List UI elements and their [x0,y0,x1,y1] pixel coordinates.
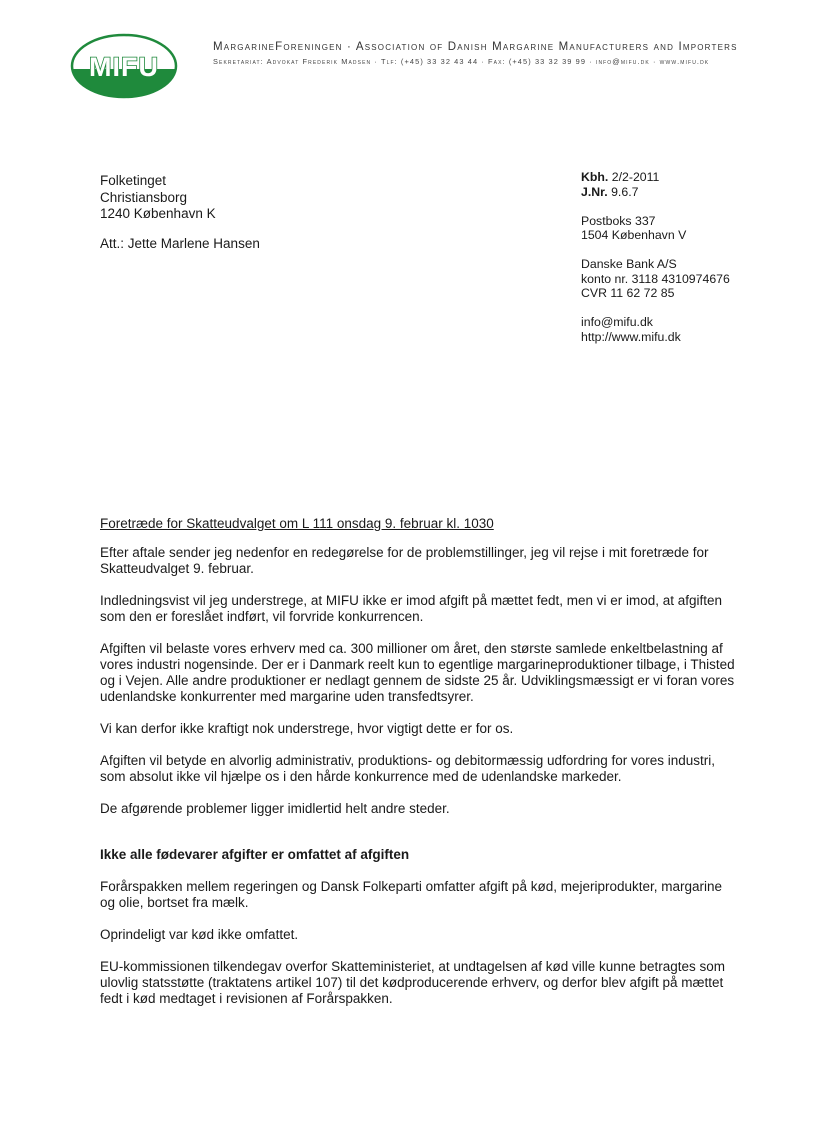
journal-number-line [581,185,730,200]
recipient-address [100,173,216,223]
postbox-line: 1504 København V [581,228,687,242]
letter-body [100,516,740,1023]
recipient-line: Christiansborg [100,189,188,205]
sender-info [581,170,730,359]
date-value: 2/2-2011 [611,170,660,184]
journal-value: 9.6.7 [611,184,639,199]
postbox-line: Postboks 337 [581,213,656,228]
web-block [581,315,730,344]
bank-block [581,257,730,301]
website-link[interactable]: http://www.mifu.dk [581,329,681,344]
bank-line: Danske Bank A/S [581,257,677,271]
email-link[interactable]: info@mifu.dk [581,315,653,329]
paragraph: Afgiften vil belaste vores erhverv med ca. 300 millioner om året, den største samlede enkeltbelastning af vores industri nogensinde. Der er i Danmark reelt kun to egentlige margarineproduktioner tilbage, i Thisted og i Vejen. Alle andre produktioner er nedlagt gennem de sidste 25 år. Udviklingsmæssigt er vi foran vores udenlandske konkurrenter med margarine uden transfedtsyrer. [100,641,735,704]
paragraph: Efter aftale sender jeg nedenfor en redegørelse for de problemstillinger, jeg vil rejse i mit foretræde for Skatteudvalget 9. februar. [100,545,709,576]
paragraph: Forårspakken mellem regeringen og Dansk Folkeparti omfatter afgift på kød, mejeriprodukter, margarine og olie, bortset fra mælk. [100,879,723,910]
paragraph: EU-kommissionen tilkendegav overfor Skatteministeriet, at undtagelsen af kød ville kunne betragtes som ulovlig statsstøtte (traktatens artikel 107) til det kødproducerende erhverv, og derfor blev afgift på mættet fedt i kød medtaget i revisionen af Forårspakken. [100,959,726,1006]
letter-subject: Foretræde for Skatteudvalget om L 111 onsdag 9. februar kl. 1030 [100,516,494,531]
postbox-block [581,214,730,243]
paragraph: Indledningsvist vil jeg understrege, at MIFU ikke er imod afgift på mættet fedt, men vi er imod, at afgiften som den er foreslået indført, vil forvride konkurrencen. [100,593,723,624]
recipient-line: 1240 København K [100,206,216,221]
section-heading: Ikke alle fødevarer afgifter er omfattet af afgiften [100,847,410,862]
logo-text: MIFU [89,52,159,82]
paragraph: Oprindeligt var kød ikke omfattet. [100,927,299,942]
paragraph: De afgørende problemer ligger imidlertid helt andre steder. [100,801,450,816]
paragraph: Vi kan derfor ikke kraftigt nok understrege, hvor vigtigt dette er for os. [100,721,514,736]
attention-line: Att.: Jette Marlene Hansen [100,236,260,251]
bank-line: konto nr. 3118 4310974676 [581,271,730,286]
journal-label: J.Nr. [581,184,608,199]
date-label: Kbh. [581,170,609,184]
date-line [581,170,730,185]
organization-name: MargarineForeningen · Association of Danish Margarine Manufacturers and Importers [213,41,738,53]
reference-block [581,170,730,199]
paragraph: Afgiften vil betyde en alvorlig administrativ, produktions- og debitormæssig udfordring for vores industri, som absolut ikke vil hjælpe os i den hårde konkurrence med de udenlandske markeder. [100,753,716,784]
bank-line: CVR 11 62 72 85 [581,286,675,300]
secretariat-contact: Sekretariat: Advokat Frederik Madsen · Tlf: (+45) 33 32 43 44 · Fax: (+45) 33 32 39 99 · info@mifu.dk · www.mifu.dk [213,57,710,66]
recipient-line: Folketinget [100,173,167,188]
mifu-logo [70,33,178,99]
